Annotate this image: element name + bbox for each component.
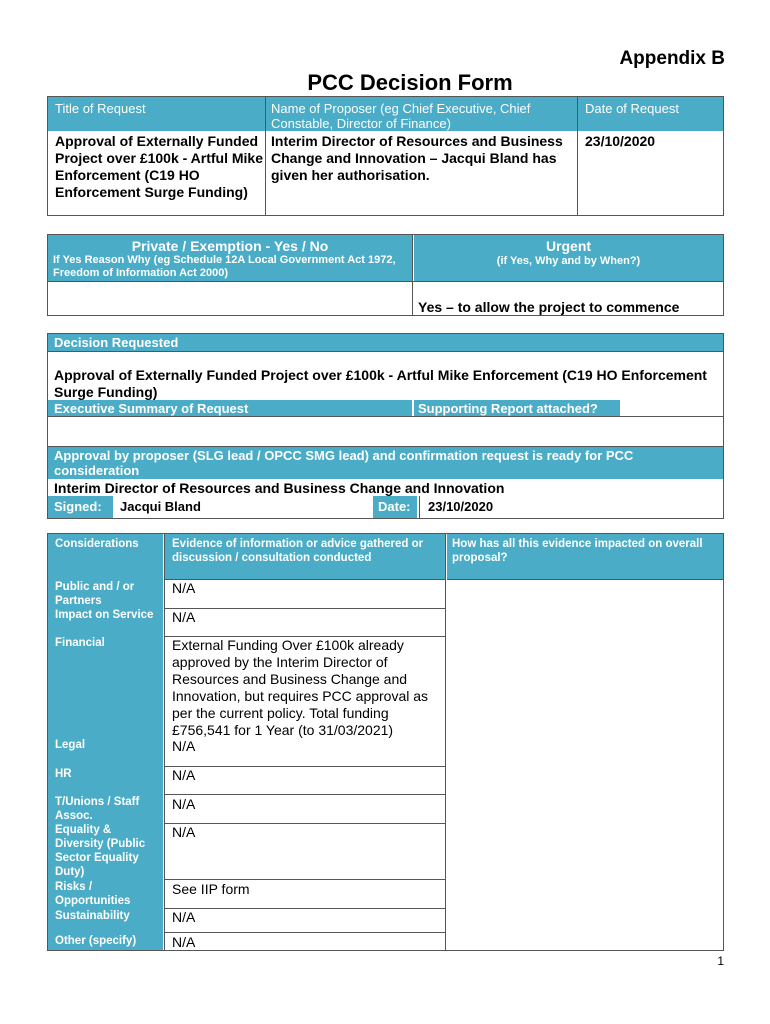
decision-table <box>47 333 724 519</box>
evidence-header: Evidence of information or advice gathered or discussion / consultation conducted <box>172 538 424 564</box>
row-rule <box>165 932 445 933</box>
row-value-impact: N/A <box>172 609 196 625</box>
row-value-unions: N/A <box>172 796 196 812</box>
row-value-hr: N/A <box>172 767 196 783</box>
row-label-risks: Risks / Opportunities <box>55 881 131 907</box>
considerations-table <box>47 533 724 951</box>
signed-label: Signed: <box>54 499 102 514</box>
row-label-unions: T/Unions / Staff Assoc. <box>55 796 140 822</box>
private-subheader: If Yes Reason Why (eg Schedule 12A Local Government Act 1972, Freedom of Information Act 2000) <box>53 254 396 279</box>
private-header-rule <box>48 281 723 282</box>
row-label-legal: Legal <box>55 739 86 751</box>
private-urgent-divider <box>412 235 413 315</box>
title-of-request-value: Approval of Externally Funded Project over £100k - Artful Mike Enforcement (C19 HO Enforcement Surge Funding) <box>55 133 264 200</box>
impact-header: How has all this evidence impacted on overall proposal? <box>452 538 703 564</box>
approval-header: Approval by proposer (SLG lead / OPCC SMG lead) and confirmation request is ready for PCC consideration <box>54 448 634 478</box>
private-urgent-table <box>47 234 724 316</box>
row-label-financial: Financial <box>55 637 105 649</box>
row-value-legal: N/A <box>172 738 196 754</box>
row-rule <box>165 879 445 880</box>
signed-value: Jacqui Bland <box>120 499 201 514</box>
impact-header-rule <box>447 579 723 580</box>
considerations-header: Considerations <box>55 538 139 550</box>
row-label-equality: Equality & Diversity (Public Sector Equality Duty) <box>55 824 146 878</box>
row-label-public: Public and / or Partners <box>55 581 135 607</box>
row-label-other: Other (specify) <box>55 935 137 947</box>
decision-header: Decision Requested <box>54 335 179 350</box>
row-label-impact: Impact on Service <box>55 609 154 621</box>
decision-value: Approval of Externally Funded Project over £100k - Artful Mike Enforcement (C19 HO Enforcement Surge Funding) <box>54 367 707 400</box>
private-header: Private / Exemption - Yes / No <box>131 238 329 254</box>
supporting-report-label: Supporting Report attached? <box>418 401 598 416</box>
proposer-header: Name of Proposer (eg Chief Executive, Chief Constable, Director of Finance) <box>271 101 531 131</box>
appendix-label: Appendix B <box>619 48 725 69</box>
urgent-header: Urgent <box>545 238 592 254</box>
page-title: PCC Decision Form <box>307 70 513 95</box>
header-table <box>47 96 724 216</box>
page-number: 1 <box>717 954 724 968</box>
header-col-divider-1 <box>265 97 266 215</box>
date-value: 23/10/2020 <box>428 499 494 514</box>
approver-value: Interim Director of Resources and Business Change and Innovation <box>54 480 505 496</box>
date-divider <box>419 496 420 518</box>
exec-summary-label: Executive Summary of Request <box>54 401 249 416</box>
row-value-sustainability: N/A <box>172 909 196 925</box>
row-value-other: N/A <box>172 934 196 950</box>
title-of-request-header: Title of Request <box>55 101 146 116</box>
date-of-request-header: Date of Request <box>585 101 679 116</box>
row-value-public: N/A <box>172 580 196 596</box>
row-value-risks: See IIP form <box>172 881 250 897</box>
decision-rule-2 <box>48 416 723 417</box>
urgent-value: Yes – to allow the project to commence <box>418 299 680 315</box>
date-label: Date: <box>378 499 411 514</box>
row-rule <box>165 794 445 795</box>
proposer-value: Interim Director of Resources and Business Change and Innovation – Jacqui Bland has given her authorisation. <box>271 133 563 183</box>
header-col-divider-2 <box>577 97 578 215</box>
row-label-hr: HR <box>55 768 72 780</box>
considerations-divider-1 <box>164 534 165 950</box>
date-of-request-value: 23/10/2020 <box>585 133 656 149</box>
urgent-subheader: (if Yes, Why and by When?) <box>496 255 641 267</box>
row-value-financial: External Funding Over £100k already approved by the Interim Director of Resources and Business Change and Innovation, but requires PCC approval as per the current policy. Total funding £756,541 for 1 Year (to 31/03/2021) <box>172 637 429 738</box>
considerations-divider-2 <box>445 534 446 950</box>
row-label-sustainability: Sustainability <box>55 910 130 922</box>
decision-rule-1 <box>48 351 723 352</box>
row-value-equality: N/A <box>172 824 196 840</box>
